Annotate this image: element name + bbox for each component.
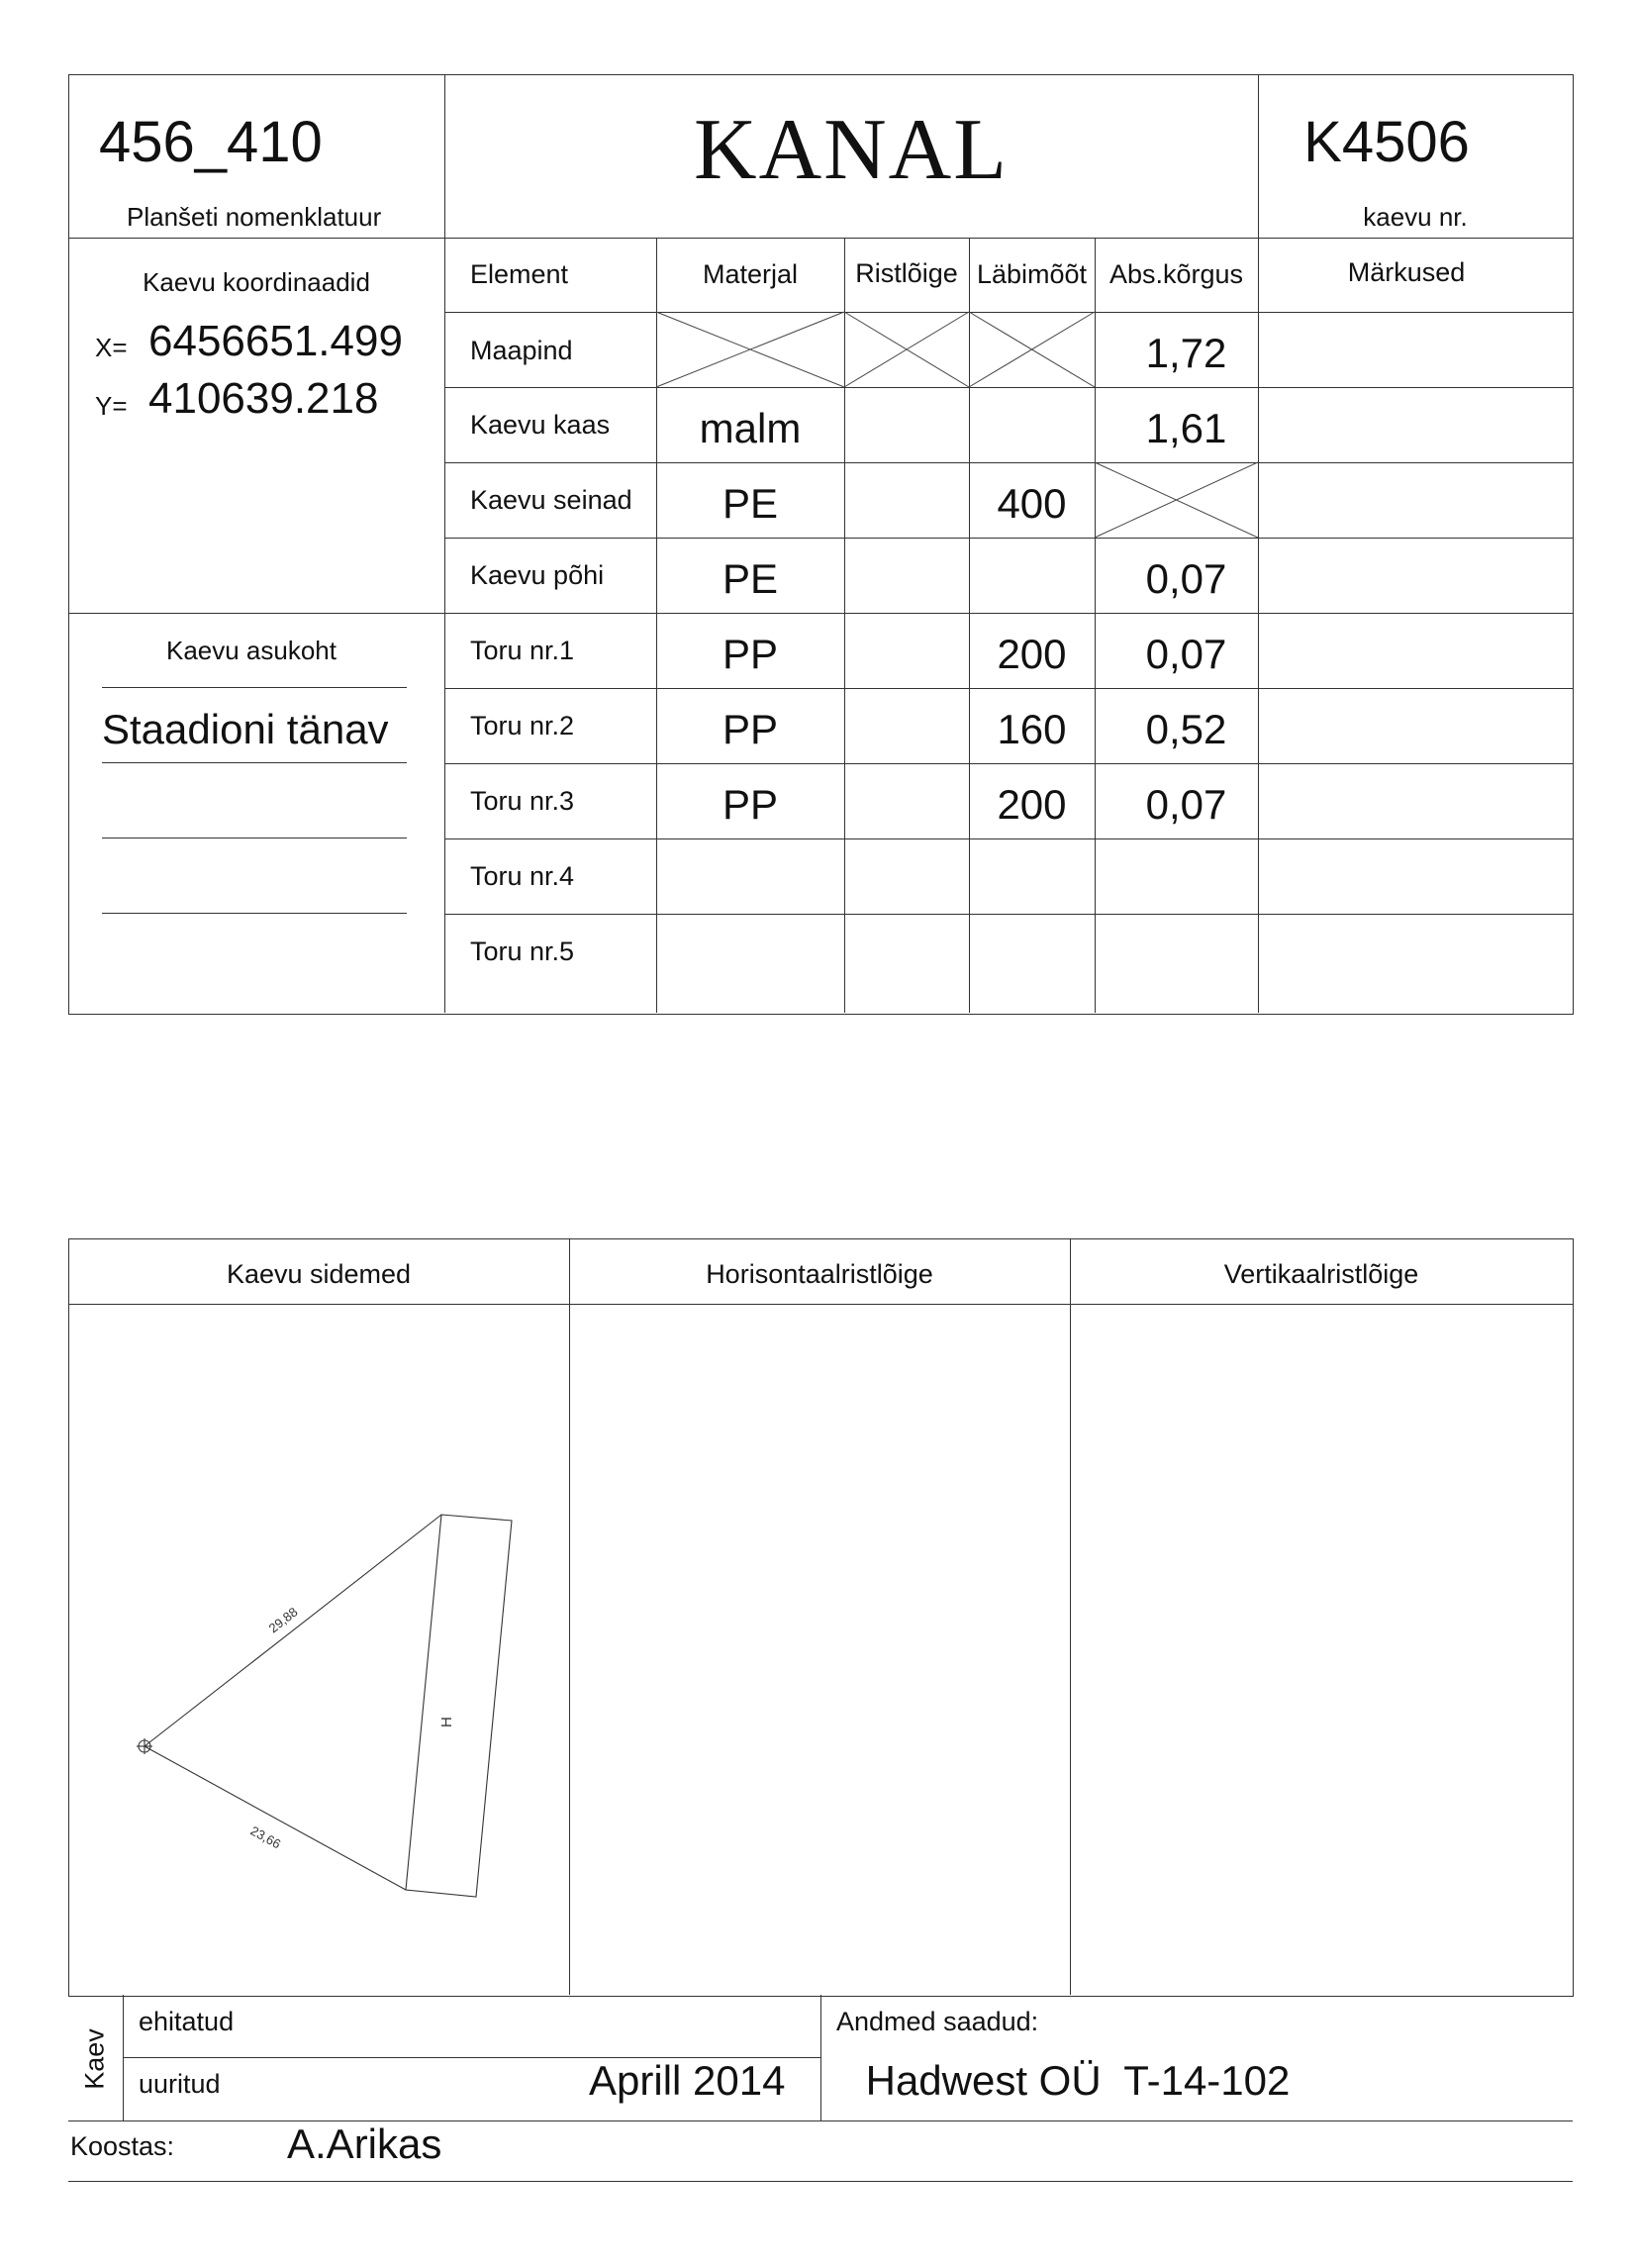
tie-line-1 bbox=[144, 1515, 441, 1746]
row-element: Kaevu põhi bbox=[470, 560, 605, 590]
header-diameter: Läbimõõt bbox=[976, 259, 1088, 289]
row-element: Toru nr.5 bbox=[470, 937, 575, 966]
building-outline bbox=[406, 1515, 512, 1897]
y-value: 410639.218 bbox=[148, 374, 379, 423]
row-material: PP bbox=[722, 706, 779, 752]
compiled-by: A.Arikas bbox=[287, 2120, 442, 2167]
row-diameter: 160 bbox=[997, 706, 1067, 752]
sheet-number: 456_410 bbox=[99, 110, 323, 174]
row-elevation: 1,72 bbox=[1145, 330, 1227, 376]
compiled-label: Koostas: bbox=[70, 2131, 175, 2161]
row-element: Kaevu seinad bbox=[470, 485, 632, 515]
header-material: Materjal bbox=[702, 259, 799, 289]
row-diameter: 200 bbox=[997, 781, 1067, 828]
horizontal-section-title: Horisontaalristlõige bbox=[706, 1259, 933, 1289]
header-section: Ristlõige bbox=[855, 258, 958, 288]
side-label: Kaev bbox=[79, 2028, 110, 2090]
row-material: PP bbox=[722, 631, 779, 677]
row-element: Toru nr.1 bbox=[470, 636, 575, 665]
coordinates-title: Kaevu koordinaadid bbox=[143, 267, 370, 297]
row-element: Kaevu kaas bbox=[470, 410, 611, 440]
survey-date: Aprill 2014 bbox=[589, 2057, 786, 2104]
well-number: K4506 bbox=[1303, 110, 1470, 174]
vertical-section-title: Vertikaalristlõige bbox=[1223, 1259, 1419, 1289]
well-caption: kaevu nr. bbox=[1363, 202, 1468, 232]
row-elevation: 0,07 bbox=[1145, 631, 1227, 677]
tie-distance-2: 23,66 bbox=[247, 1823, 284, 1852]
data-source-label: Andmed saadud: bbox=[836, 2007, 1039, 2036]
row-material: PE bbox=[722, 555, 779, 602]
header-element: Element bbox=[470, 259, 569, 289]
tie-distance-1: 29,88 bbox=[265, 1604, 301, 1636]
row-diameter: 400 bbox=[997, 480, 1067, 527]
location-title: Kaevu asukoht bbox=[165, 636, 337, 665]
surveyed-label: uuritud bbox=[139, 2069, 221, 2099]
row-elevation: 1,61 bbox=[1145, 405, 1227, 451]
data-source: Hadwest OÜ T-14-102 bbox=[865, 2057, 1291, 2104]
row-material: PE bbox=[722, 480, 779, 527]
row-element: Toru nr.3 bbox=[470, 786, 575, 816]
compiled-bottom-line bbox=[68, 2181, 1573, 2182]
row-element: Toru nr.2 bbox=[470, 711, 575, 740]
row-elevation: 0,52 bbox=[1145, 706, 1227, 752]
page-title: KANAL bbox=[694, 102, 1009, 198]
row-material: malm bbox=[699, 405, 802, 451]
row-elevation: 0,07 bbox=[1145, 555, 1227, 602]
row-element: Toru nr.4 bbox=[470, 861, 575, 891]
sheet-caption: Planšeti nomenklatuur bbox=[127, 202, 382, 232]
built-label: ehitatud bbox=[139, 2007, 235, 2036]
y-label: Y= bbox=[95, 391, 128, 421]
row-material: PP bbox=[722, 781, 779, 828]
row-elevation: 0,07 bbox=[1145, 781, 1227, 828]
ties-title: Kaevu sidemed bbox=[226, 1259, 412, 1289]
x-value: 6456651.499 bbox=[148, 317, 403, 365]
location-street: Staadioni tänav bbox=[102, 706, 389, 752]
row-diameter: 200 bbox=[997, 631, 1067, 677]
building-label: H bbox=[438, 1717, 455, 1727]
tie-line-2 bbox=[144, 1746, 406, 1890]
row-element: Maapind bbox=[470, 336, 573, 365]
header-notes: Märkused bbox=[1347, 257, 1466, 287]
x-label: X= bbox=[95, 333, 128, 362]
header-elevation: Abs.kõrgus bbox=[1108, 259, 1244, 289]
